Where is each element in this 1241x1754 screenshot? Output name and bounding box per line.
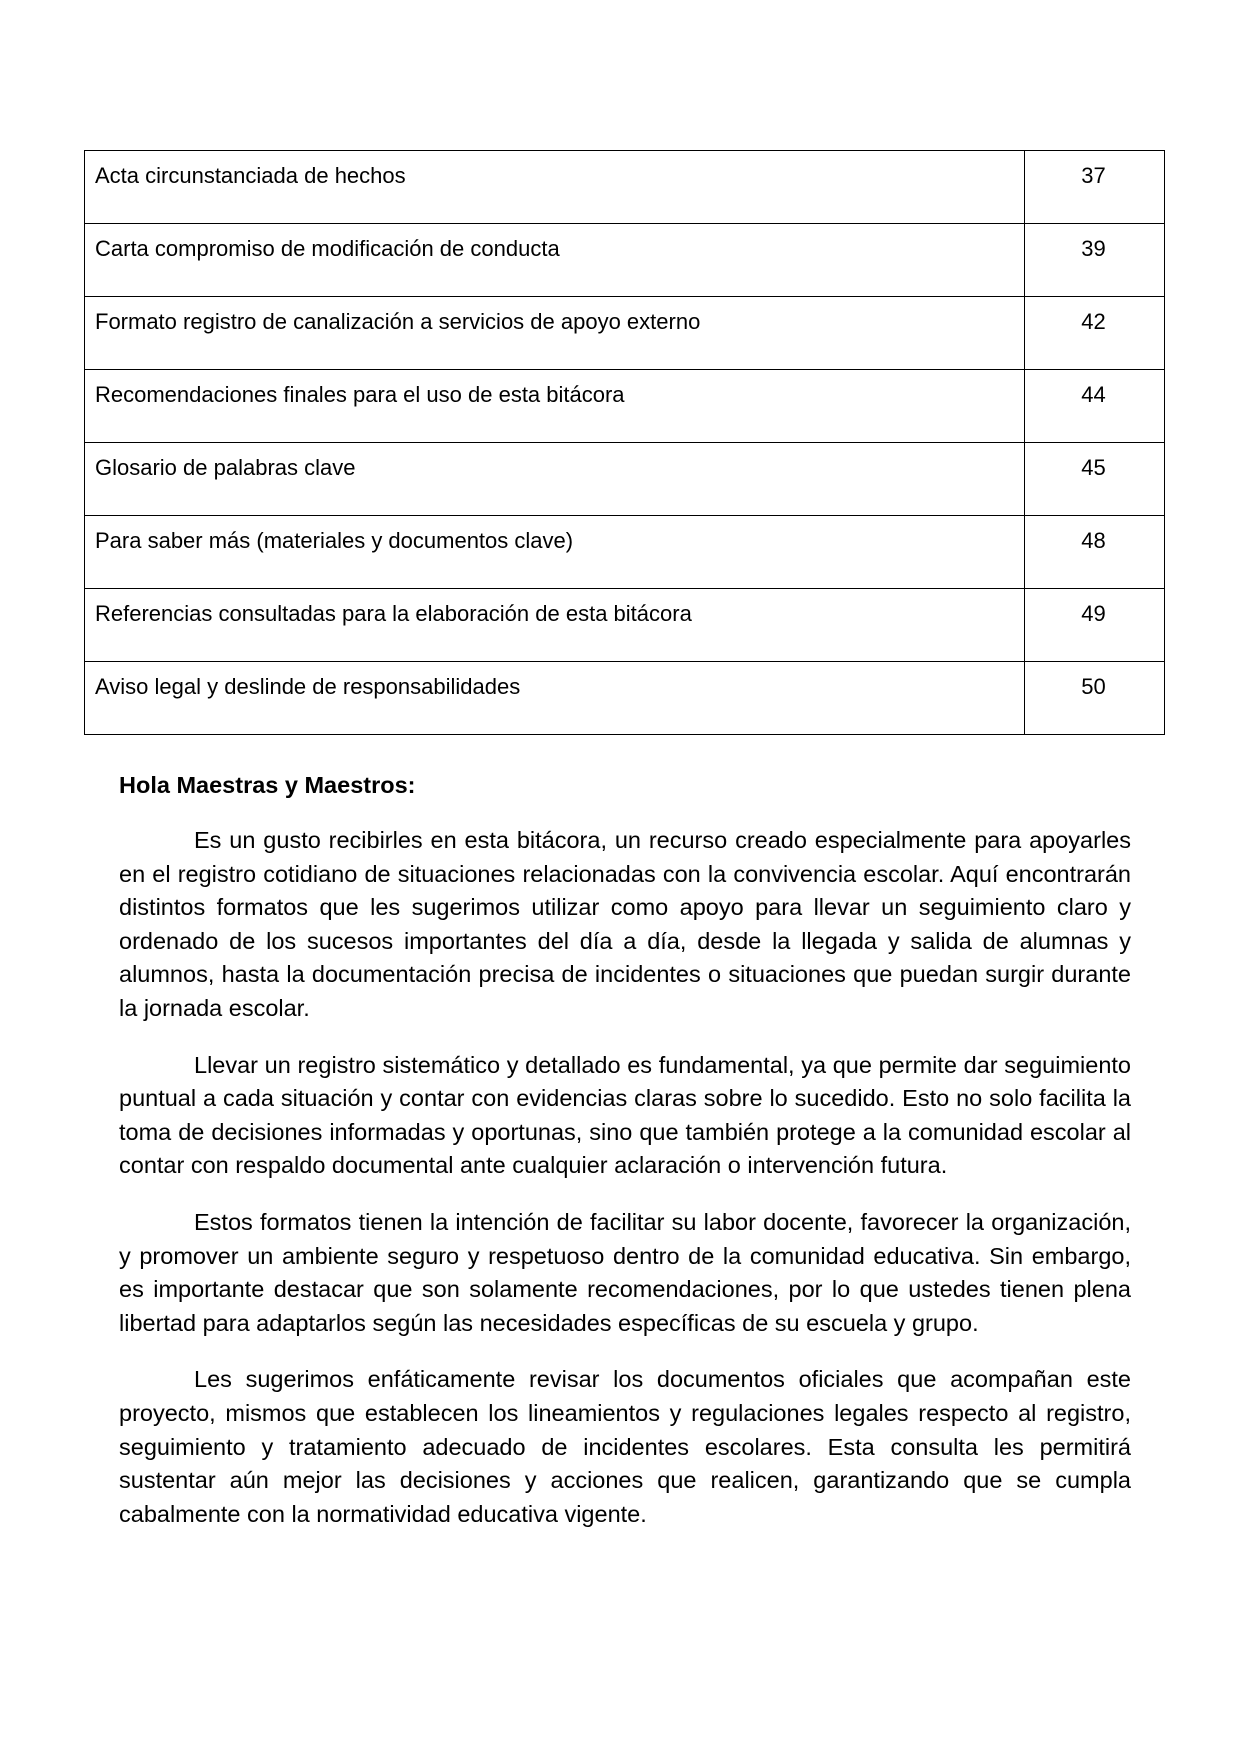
toc-entry-title: Aviso legal y deslinde de responsabilidades xyxy=(85,662,1025,735)
letter-paragraph: Es un gusto recibirles en esta bitácora, un recurso creado especialmente para apoyarles en el registro cotidiano de situaciones relacionadas con la convivencia escolar. Aquí encontrarán distintos formatos que les sugerimos utilizar como apoyo para llevar un seguimiento claro y ordenado de los sucesos importantes del día a día, desde la llegada y salida de alumnas y alumnos, hasta la documentación precisa de incidentes o situaciones que puedan surgir durante la jornada escolar. xyxy=(119,827,1131,1021)
toc-row xyxy=(85,151,1165,224)
toc-entry-page: 49 xyxy=(1025,589,1165,662)
toc-row xyxy=(85,224,1165,297)
toc-entry-page: 48 xyxy=(1025,516,1165,589)
letter-paragraph: Llevar un registro sistemático y detallado es fundamental, ya que permite dar seguimiento puntual a cada situación y contar con evidencias claras sobre lo sucedido. Esto no solo facilita la toma de decisiones informadas y oportunas, sino que también protege a la comunidad escolar al contar con respaldo documental ante cualquier aclaración o intervención futura. xyxy=(119,1051,1131,1179)
toc-row xyxy=(85,443,1165,516)
toc-entry-page: 37 xyxy=(1025,151,1165,224)
toc-entry-title: Glosario de palabras clave xyxy=(85,443,1025,516)
toc-row xyxy=(85,370,1165,443)
toc-entry-title: Referencias consultadas para la elaboración de esta bitácora xyxy=(85,589,1025,662)
toc-row xyxy=(85,589,1165,662)
letter-paragraph: Les sugerimos enfáticamente revisar los documentos oficiales que acompañan este proyecto, mismos que establecen los lineamientos y regulaciones legales respecto al registro, seguimiento y tratamiento adecuado de incidentes escolares. Esta consulta les permitirá sustentar aún mejor las decisiones y acciones que realicen, garantizando que se cumpla cabalmente con la normatividad educativa vigente. xyxy=(119,1366,1131,1527)
table-of-contents xyxy=(84,150,1165,735)
toc-entry-title: Para saber más (materiales y documentos clave) xyxy=(85,516,1025,589)
toc-entry-page: 50 xyxy=(1025,662,1165,735)
toc-row xyxy=(85,516,1165,589)
toc-entry-title: Acta circunstanciada de hechos xyxy=(85,151,1025,224)
toc-entry-page: 44 xyxy=(1025,370,1165,443)
welcome-letter xyxy=(119,770,1131,1554)
letter-paragraph: Estos formatos tienen la intención de facilitar su labor docente, favorecer la organización, y promover un ambiente seguro y respetuoso dentro de la comunidad educativa. Sin embargo, es importante destacar que son solamente recomendaciones, por lo que ustedes tienen plena libertad para adaptarlos según las necesidades específicas de su escuela y grupo. xyxy=(119,1208,1131,1336)
letter-greeting: Hola Maestras y Maestros: xyxy=(119,772,416,798)
toc-entry-title: Formato registro de canalización a servicios de apoyo externo xyxy=(85,297,1025,370)
toc-entry-page: 39 xyxy=(1025,224,1165,297)
toc-row xyxy=(85,662,1165,735)
toc-entry-page: 45 xyxy=(1025,443,1165,516)
toc-entry-title: Recomendaciones finales para el uso de esta bitácora xyxy=(85,370,1025,443)
toc-entry-title: Carta compromiso de modificación de conducta xyxy=(85,224,1025,297)
toc-entry-page: 42 xyxy=(1025,297,1165,370)
toc-row xyxy=(85,297,1165,370)
